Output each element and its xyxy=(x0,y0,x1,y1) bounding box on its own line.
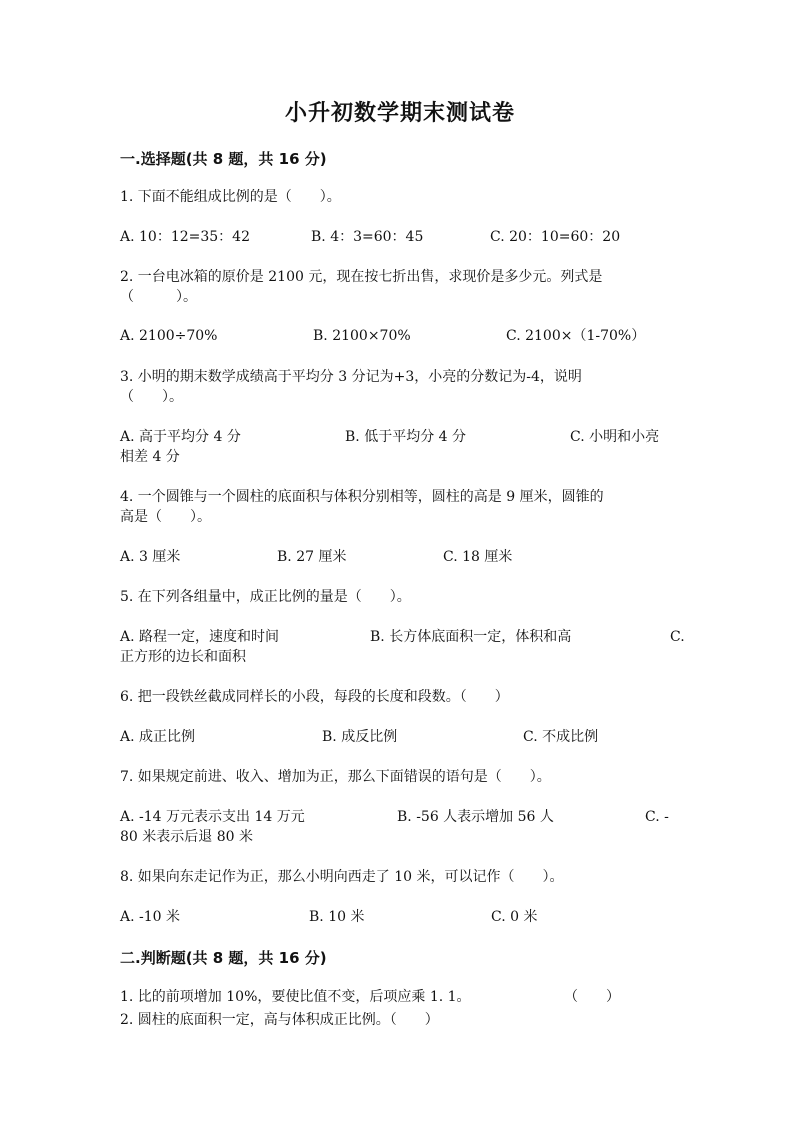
option-3a: A. 高于平均分 4 分 xyxy=(120,429,241,445)
section-heading-judge: 二.判断题(共 8 题，共 16 分) xyxy=(120,949,327,967)
option-4c: C. 18 厘米 xyxy=(443,549,513,565)
option-1c: C. 20：10=60：20 xyxy=(490,229,621,245)
option-7a: A. -14 万元表示支出 14 万元 xyxy=(120,809,305,825)
question-3-line-2: （ ）。 xyxy=(120,389,183,405)
option-6b: B. 成反比例 xyxy=(322,729,398,745)
option-5c: C. xyxy=(670,629,685,645)
option-2a: A. 2100÷70% xyxy=(120,328,218,344)
option-1b: B. 4：3=60：45 xyxy=(311,229,424,245)
option-4b: B. 27 厘米 xyxy=(277,549,347,565)
option-7c-continuation: 80 米表示后退 80 米 xyxy=(120,829,253,845)
judge-question-2: 2. 圆柱的底面积一定，高与体积成正比例。（ ） xyxy=(120,1012,439,1028)
option-4a: A. 3 厘米 xyxy=(120,549,181,565)
option-1a: A. 10：12=35：42 xyxy=(120,229,250,245)
option-2b: B. 2100×70% xyxy=(313,328,411,344)
question-8: 8. 如果向东走记作为正，那么小明向西走了 10 米，可以记作（ ）。 xyxy=(120,869,564,885)
option-8b: B. 10 米 xyxy=(309,909,365,925)
option-8a: A. -10 米 xyxy=(120,909,181,925)
option-5a: A. 路程一定，速度和时间 xyxy=(120,629,280,645)
question-7: 7. 如果规定前进、收入、增加为正，那么下面错误的语句是（ ）。 xyxy=(120,769,551,785)
question-5: 5. 在下列各组量中，成正比例的量是（ ）。 xyxy=(120,589,411,605)
option-5c-continuation: 正方形的边长和面积 xyxy=(120,649,246,665)
option-3c-continuation: 相差 4 分 xyxy=(120,449,180,465)
question-4-line-1: 4. 一个圆锥与一个圆柱的底面积与体积分别相等，圆柱的高是 9 厘米，圆锥的 xyxy=(120,489,604,505)
option-6c: C. 不成比例 xyxy=(523,729,599,745)
option-8c: C. 0 米 xyxy=(491,909,538,925)
option-6a: A. 成正比例 xyxy=(120,729,196,745)
option-7c: C. - xyxy=(645,809,669,825)
question-2-line-1: 2. 一台电冰箱的原价是 2100 元，现在按七折出售，求现价是多少元。列式是 xyxy=(120,269,603,285)
judge-question-1: 1. 比的前项增加 10%，要使比值不变，后项应乘 1. 1。 xyxy=(120,989,471,1005)
option-3c: C. 小明和小亮 xyxy=(570,429,660,445)
section-heading-choice: 一.选择题(共 8 题，共 16 分) xyxy=(120,150,327,168)
question-2-line-2: （ ）。 xyxy=(120,289,197,305)
page-title: 小升初数学期末测试卷 xyxy=(284,100,515,126)
option-7b: B. -56 人表示增加 56 人 xyxy=(397,809,554,825)
question-3-line-1: 3. 小明的期末数学成绩高于平均分 3 分记为+3，小亮的分数记为-4，说明 xyxy=(120,369,582,385)
option-2c: C. 2100×（1-70%） xyxy=(506,328,646,344)
question-6: 6. 把一段铁丝截成同样长的小段，每段的长度和段数。（ ） xyxy=(120,689,509,705)
option-3b: B. 低于平均分 4 分 xyxy=(345,429,466,445)
question-1: 1. 下面不能组成比例的是（ ）。 xyxy=(120,189,341,205)
judge-question-1-paren: （ ） xyxy=(564,989,620,1005)
option-5b: B. 长方体底面积一定，体积和高 xyxy=(370,629,572,645)
question-4-line-2: 高是（ ）。 xyxy=(120,509,211,525)
